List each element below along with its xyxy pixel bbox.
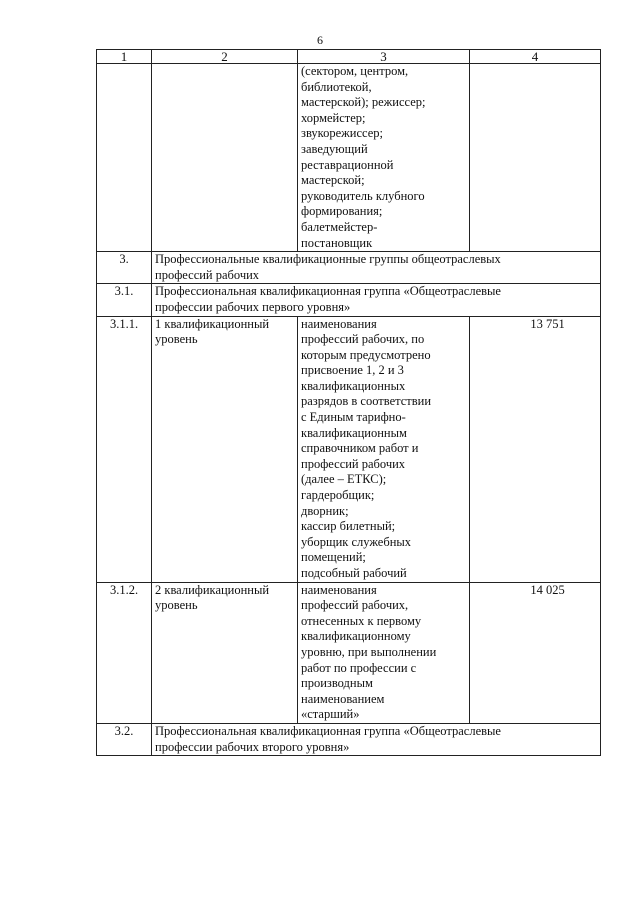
- text-line: Профессиональные квалификационные группы общеотраслевых: [155, 252, 501, 267]
- text-line: квалификационному: [301, 629, 411, 644]
- text-line: профессий рабочих: [155, 267, 260, 282]
- table-header-row: [97, 50, 601, 64]
- text-line: руководитель клубного: [301, 188, 425, 203]
- text-line: звукорежиссер;: [301, 126, 383, 141]
- text-line: гардеробщик;: [301, 488, 375, 503]
- text-line: 2 квалификационный: [155, 582, 270, 597]
- text-line: (далее – ЕТКС);: [301, 472, 387, 487]
- level-cell: [152, 316, 298, 582]
- text-line: мастерской;: [301, 173, 365, 188]
- text-line: Профессиональная квалификационная группа «Общеотраслевые: [155, 284, 501, 299]
- text-line: хормейстер;: [301, 110, 366, 125]
- row-number: 3.1.: [97, 284, 152, 316]
- salary-table: [96, 49, 601, 756]
- text-line: профессий рабочих, по: [301, 332, 425, 347]
- text-line: балетмейстер-: [301, 219, 378, 234]
- text-line: отнесенных к первому: [301, 613, 422, 628]
- text-line: уровень: [155, 598, 198, 613]
- text-line: подсобный рабочий: [301, 566, 407, 580]
- continuation-positions-cell: [298, 64, 470, 252]
- header-col-1: 1: [97, 50, 152, 64]
- row-number: 3.1.1.: [97, 316, 152, 582]
- salary-value: 14 025: [470, 582, 601, 723]
- text-line: библиотекой,: [301, 79, 372, 94]
- text-line: мастерской); режиссер;: [301, 95, 426, 110]
- text-line: разрядов в соответствии: [301, 394, 432, 409]
- table-row-3-1-2: [97, 582, 601, 723]
- text-line: профессий рабочих: [301, 456, 406, 471]
- text-line: уборщик служебных: [301, 534, 412, 549]
- header-col-4: 4: [470, 50, 601, 64]
- header-col-2: 2: [152, 50, 298, 64]
- text-line: профессии рабочих первого уровня»: [155, 299, 351, 314]
- row-number: 3.2.: [97, 723, 152, 755]
- group-title: [152, 284, 601, 316]
- group-title: [152, 723, 601, 755]
- row-number: 3.: [97, 252, 152, 284]
- text-line: (сектором, центром,: [301, 64, 409, 78]
- salary-value: 13 751: [470, 316, 601, 582]
- page-number: 6: [317, 33, 323, 47]
- text-line: помещений;: [301, 550, 366, 565]
- table-row-3-1-1: [97, 316, 601, 582]
- text-line: присвоение 1, 2 и 3: [301, 363, 404, 378]
- text-line: наименованием: [301, 691, 385, 706]
- text-line: квалификационным: [301, 425, 407, 440]
- text-line: с Единым тарифно-: [301, 410, 406, 425]
- group-title: [152, 252, 601, 284]
- text-line: формирования;: [301, 204, 383, 219]
- text-line: наименования: [301, 582, 377, 597]
- text-line: профессий рабочих,: [301, 598, 409, 613]
- text-line: 1 квалификационный: [155, 316, 270, 331]
- level-cell: [152, 582, 298, 723]
- positions-cell: [298, 582, 470, 723]
- text-line: работ по профессии с: [301, 660, 417, 675]
- text-line: производным: [301, 676, 373, 691]
- text-line: наименования: [301, 316, 377, 331]
- text-line: кассир билетный;: [301, 519, 396, 534]
- text-line: профессии рабочих второго уровня»: [155, 739, 350, 754]
- group-row-3: [97, 252, 601, 284]
- continuation-row: [97, 64, 601, 252]
- text-line: уровню, при выполнении: [301, 644, 437, 659]
- text-line: постановщик: [301, 235, 373, 250]
- text-line: заведующий: [301, 141, 368, 156]
- text-line: «старший»: [301, 707, 360, 722]
- row-number: 3.1.2.: [97, 582, 152, 723]
- group-row-3-1: [97, 284, 601, 316]
- text-line: дворник;: [301, 503, 349, 518]
- text-line: которым предусмотрено: [301, 347, 431, 362]
- header-col-3: 3: [298, 50, 470, 64]
- text-line: квалификационных: [301, 378, 406, 393]
- text-line: реставрационной: [301, 157, 394, 172]
- positions-cell: [298, 316, 470, 582]
- text-line: справочником работ и: [301, 441, 419, 456]
- text-line: Профессиональная квалификационная группа «Общеотраслевые: [155, 723, 501, 738]
- group-row-3-2: [97, 723, 601, 755]
- text-line: уровень: [155, 332, 198, 347]
